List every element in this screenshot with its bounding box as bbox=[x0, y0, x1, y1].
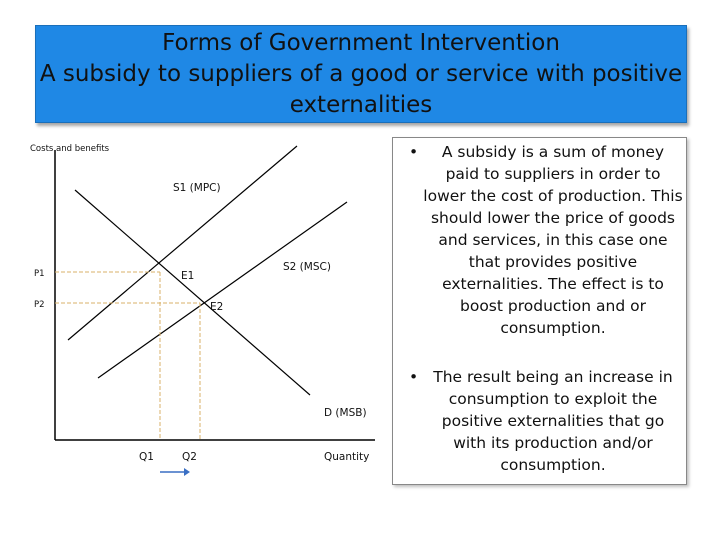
e2-label: E2 bbox=[210, 301, 224, 313]
s2-curve bbox=[98, 202, 347, 378]
title-line-2: A subsidy to suppliers of a good or service with positive bbox=[39, 60, 683, 87]
bullet-marker: • bbox=[409, 368, 419, 386]
arrow-head-icon bbox=[184, 468, 190, 476]
p2-label: P2 bbox=[34, 300, 45, 310]
title-line-1: Forms of Government Intervention bbox=[162, 29, 560, 56]
bullet-text: A subsidy is a sum of money paid to suppliers in order to lower the cost of production. This should lower the price of goods and services, in this case one that provides positive externalities. The effect is to boost production and or consumption. bbox=[423, 143, 683, 337]
s1-label: S1 (MPC) bbox=[173, 182, 221, 194]
s1-curve bbox=[68, 146, 297, 340]
y-axis-label: Costs and benefits bbox=[30, 144, 110, 154]
demand-label: D (MSB) bbox=[324, 407, 367, 419]
demand-curve bbox=[75, 190, 310, 395]
q1-label: Q1 bbox=[139, 451, 154, 463]
bullet-item bbox=[409, 366, 683, 476]
bullet-marker: • bbox=[409, 143, 419, 161]
explanation-box bbox=[392, 137, 687, 485]
p1-label: P1 bbox=[34, 269, 45, 279]
bullet-item bbox=[409, 141, 683, 339]
bullet-text: The result being an increase in consumption to exploit the positive externalities that go with its production and/or consumption. bbox=[433, 368, 673, 474]
q2-label: Q2 bbox=[182, 451, 197, 463]
title-line-3: externalities bbox=[289, 91, 433, 118]
e1-label: E1 bbox=[181, 270, 195, 282]
s2-label: S2 (MSC) bbox=[283, 261, 331, 273]
x-axis-label: Quantity bbox=[324, 451, 370, 463]
